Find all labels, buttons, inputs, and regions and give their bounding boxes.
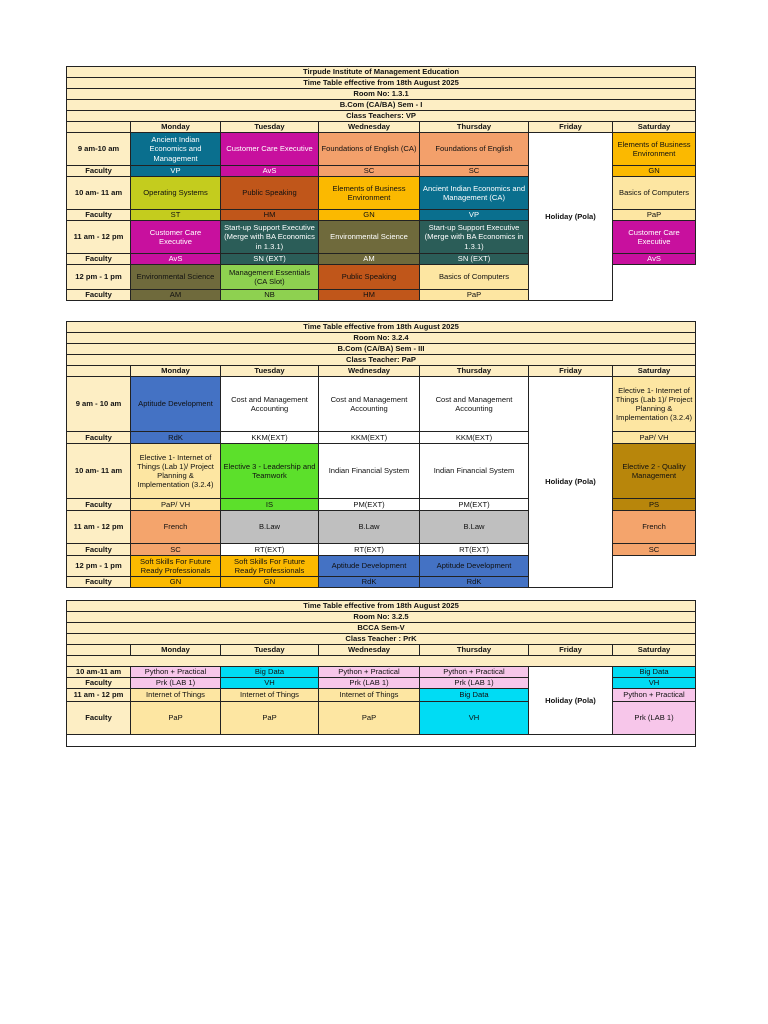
subject-cell: Python + Practical: [613, 689, 696, 702]
course-name: B.Com (CA/BA) Sem - III: [67, 344, 696, 355]
day-header: Wednesday: [319, 366, 420, 377]
faculty-label: Faculty: [67, 544, 131, 556]
faculty-label: Faculty: [67, 166, 131, 177]
faculty-cell: VH: [613, 678, 696, 689]
faculty-cell: VP: [420, 210, 529, 221]
time-slot: 10 am- 11 am: [67, 444, 131, 499]
empty-footer-row: [67, 735, 696, 747]
corner-cell: [67, 122, 131, 133]
day-header: Wednesday: [319, 122, 420, 133]
class-teacher: Class Teacher: PaP: [67, 355, 696, 366]
faculty-cell: VH: [221, 678, 319, 689]
course-name: BCCA Sem-V: [67, 623, 696, 634]
time-slot: 9 am-10 am: [67, 133, 131, 166]
day-header: Thursday: [420, 645, 529, 656]
faculty-cell: Prk (LAB 1): [319, 678, 420, 689]
faculty-cell: PM(EXT): [420, 499, 529, 511]
empty-cell: [613, 577, 696, 588]
room-number: Room No: 3.2.4: [67, 333, 696, 344]
room-number: Room No: 3.2.5: [67, 612, 696, 623]
faculty-label: Faculty: [67, 577, 131, 588]
subject-cell: B.Law: [319, 511, 420, 544]
time-slot: 9 am - 10 am: [67, 377, 131, 432]
faculty-cell: NB: [221, 290, 319, 301]
faculty-cell: Prk (LAB 1): [613, 702, 696, 735]
time-slot: 11 am - 12 pm: [67, 221, 131, 254]
time-slot: 12 pm - 1 pm: [67, 265, 131, 290]
faculty-label: Faculty: [67, 702, 131, 735]
subject-cell: Cost and Management Accounting: [221, 377, 319, 432]
subject-cell: Aptitude Development: [131, 377, 221, 432]
faculty-cell: ST: [131, 210, 221, 221]
faculty-cell: RT(EXT): [221, 544, 319, 556]
empty-cell: [613, 556, 696, 577]
faculty-cell: Prk (LAB 1): [420, 678, 529, 689]
faculty-cell: SC: [319, 166, 420, 177]
subject-cell: Public Speaking: [319, 265, 420, 290]
faculty-cell: SN (EXT): [420, 254, 529, 265]
faculty-cell: KKM(EXT): [420, 432, 529, 444]
faculty-cell: VH: [420, 702, 529, 735]
faculty-cell: AM: [319, 254, 420, 265]
faculty-cell: PaP: [221, 702, 319, 735]
time-slot: 10 am- 11 am: [67, 177, 131, 210]
faculty-label: Faculty: [67, 254, 131, 265]
day-header: Monday: [131, 366, 221, 377]
faculty-cell: SN (EXT): [221, 254, 319, 265]
faculty-cell: GN: [221, 577, 319, 588]
day-header: Tuesday: [221, 366, 319, 377]
subject-cell: Customer Care Executive: [613, 221, 696, 254]
faculty-cell: AvS: [613, 254, 696, 265]
holiday-cell: Holiday (Pola): [529, 377, 613, 588]
subject-cell: Cost and Management Accounting: [420, 377, 529, 432]
holiday-cell: Holiday (Pola): [529, 667, 613, 735]
subject-cell: Customer Care Executive: [221, 133, 319, 166]
faculty-label: Faculty: [67, 432, 131, 444]
day-header: Saturday: [613, 122, 696, 133]
faculty-cell: GN: [319, 210, 420, 221]
timetable-sem-3: [66, 321, 696, 588]
faculty-cell: GN: [613, 166, 696, 177]
faculty-cell: HM: [221, 210, 319, 221]
faculty-cell: PaP/ VH: [131, 499, 221, 511]
subject-cell: Public Speaking: [221, 177, 319, 210]
subject-cell: Basics of Computers: [420, 265, 529, 290]
faculty-cell: KKM(EXT): [319, 432, 420, 444]
faculty-cell: IS: [221, 499, 319, 511]
subject-cell: Python + Practical: [131, 667, 221, 678]
effective-date: Time Table effective from 18th August 2025: [67, 78, 696, 89]
subject-cell: French: [613, 511, 696, 544]
faculty-cell: SC: [613, 544, 696, 556]
faculty-cell: RdK: [420, 577, 529, 588]
day-header: Saturday: [613, 645, 696, 656]
faculty-cell: SC: [420, 166, 529, 177]
day-header: Tuesday: [221, 645, 319, 656]
faculty-cell: RT(EXT): [319, 544, 420, 556]
holiday-cell: Holiday (Pola): [529, 133, 613, 301]
subject-cell: Elective 1- Internet of Things (Lab 1)/ Project Planning & Implementation (3.2.4): [131, 444, 221, 499]
faculty-cell: KKM(EXT): [221, 432, 319, 444]
subject-cell: Operating Systems: [131, 177, 221, 210]
subject-cell: Big Data: [613, 667, 696, 678]
effective-date: Time Table effective from 18th August 2025: [67, 322, 696, 333]
timetable-sem-1: [66, 66, 696, 301]
subject-cell: B.Law: [221, 511, 319, 544]
empty-cell: [613, 265, 696, 290]
faculty-label: Faculty: [67, 499, 131, 511]
subject-cell: Big Data: [420, 689, 529, 702]
time-slot: 11 am - 12 pm: [67, 511, 131, 544]
subject-cell: Elements of Business Environment: [319, 177, 420, 210]
subject-cell: Environmental Science: [319, 221, 420, 254]
faculty-cell: PaP: [613, 210, 696, 221]
subject-cell: Start-up Support Executive (Merge with BA Economics in 1.3.1): [420, 221, 529, 254]
day-header: Friday: [529, 122, 613, 133]
faculty-cell: PaP: [319, 702, 420, 735]
corner-cell: [67, 366, 131, 377]
subject-cell: Elective 3 - Leadership and Teamwork: [221, 444, 319, 499]
subject-cell: Ancient Indian Economics and Management (CA): [420, 177, 529, 210]
subject-cell: Customer Care Executive: [131, 221, 221, 254]
subject-cell: Management Essentials (CA Slot): [221, 265, 319, 290]
subject-cell: Elective 1- Internet of Things (Lab 1)/ Project Planning & Implementation (3.2.4): [613, 377, 696, 432]
subject-cell: Foundations of English: [420, 133, 529, 166]
subject-cell: Internet of Things: [221, 689, 319, 702]
faculty-cell: PaP/ VH: [613, 432, 696, 444]
faculty-label: Faculty: [67, 678, 131, 689]
faculty-cell: PaP: [131, 702, 221, 735]
day-header: Wednesday: [319, 645, 420, 656]
day-header: Monday: [131, 122, 221, 133]
class-teacher: Class Teachers: VP: [67, 111, 696, 122]
subject-cell: Ancient Indian Economics and Management: [131, 133, 221, 166]
faculty-cell: Prk (LAB 1): [131, 678, 221, 689]
subject-cell: B.Law: [420, 511, 529, 544]
course-name: B.Com (CA/BA) Sem - I: [67, 100, 696, 111]
corner-cell: [67, 645, 131, 656]
subject-cell: Internet of Things: [319, 689, 420, 702]
faculty-cell: AM: [131, 290, 221, 301]
subject-cell: French: [131, 511, 221, 544]
subject-cell: Start-up Support Executive (Merge with BA Economics in 1.3.1): [221, 221, 319, 254]
subject-cell: Indian Financial System: [319, 444, 420, 499]
faculty-cell: VP: [131, 166, 221, 177]
faculty-cell: PM(EXT): [319, 499, 420, 511]
subject-cell: Elements of Business Environment: [613, 133, 696, 166]
day-header: Thursday: [420, 122, 529, 133]
subject-cell: Aptitude Development: [420, 556, 529, 577]
faculty-label: Faculty: [67, 290, 131, 301]
subject-cell: Big Data: [221, 667, 319, 678]
subject-cell: Internet of Things: [131, 689, 221, 702]
faculty-cell: SC: [131, 544, 221, 556]
subject-cell: Soft Skills For Future Ready Professionals: [221, 556, 319, 577]
day-header: Thursday: [420, 366, 529, 377]
class-teacher: Class Teacher : PrK: [67, 634, 696, 645]
faculty-cell: GN: [131, 577, 221, 588]
subject-cell: Aptitude Development: [319, 556, 420, 577]
subject-cell: Elective 2 - Quality Management: [613, 444, 696, 499]
time-slot: 12 pm - 1 pm: [67, 556, 131, 577]
faculty-cell: AvS: [221, 166, 319, 177]
day-header: Friday: [529, 645, 613, 656]
subject-cell: Python + Practical: [420, 667, 529, 678]
day-header: Tuesday: [221, 122, 319, 133]
faculty-cell: RdK: [319, 577, 420, 588]
empty-band: [67, 656, 696, 667]
faculty-label: Faculty: [67, 210, 131, 221]
institute-title: Tirpude Institute of Management Education: [67, 67, 696, 78]
effective-date: Time Table effective from 18th August 2025: [67, 601, 696, 612]
day-header: Friday: [529, 366, 613, 377]
subject-cell: Python + Practical: [319, 667, 420, 678]
faculty-cell: PS: [613, 499, 696, 511]
faculty-cell: AvS: [131, 254, 221, 265]
faculty-cell: RdK: [131, 432, 221, 444]
subject-cell: Indian Financial System: [420, 444, 529, 499]
timetable-bcca-sem-5: [66, 600, 696, 747]
subject-cell: Environmental Science: [131, 265, 221, 290]
time-slot: 11 am - 12 pm: [67, 689, 131, 702]
subject-cell: Foundations of English (CA): [319, 133, 420, 166]
time-slot: 10 am-11 am: [67, 667, 131, 678]
faculty-cell: PaP: [420, 290, 529, 301]
room-number: Room No: 1.3.1: [67, 89, 696, 100]
faculty-cell: RT(EXT): [420, 544, 529, 556]
subject-cell: Soft Skills For Future Ready Professionals: [131, 556, 221, 577]
empty-cell: [613, 290, 696, 301]
subject-cell: Basics of Computers: [613, 177, 696, 210]
subject-cell: Cost and Management Accounting: [319, 377, 420, 432]
day-header: Saturday: [613, 366, 696, 377]
faculty-cell: HM: [319, 290, 420, 301]
day-header: Monday: [131, 645, 221, 656]
